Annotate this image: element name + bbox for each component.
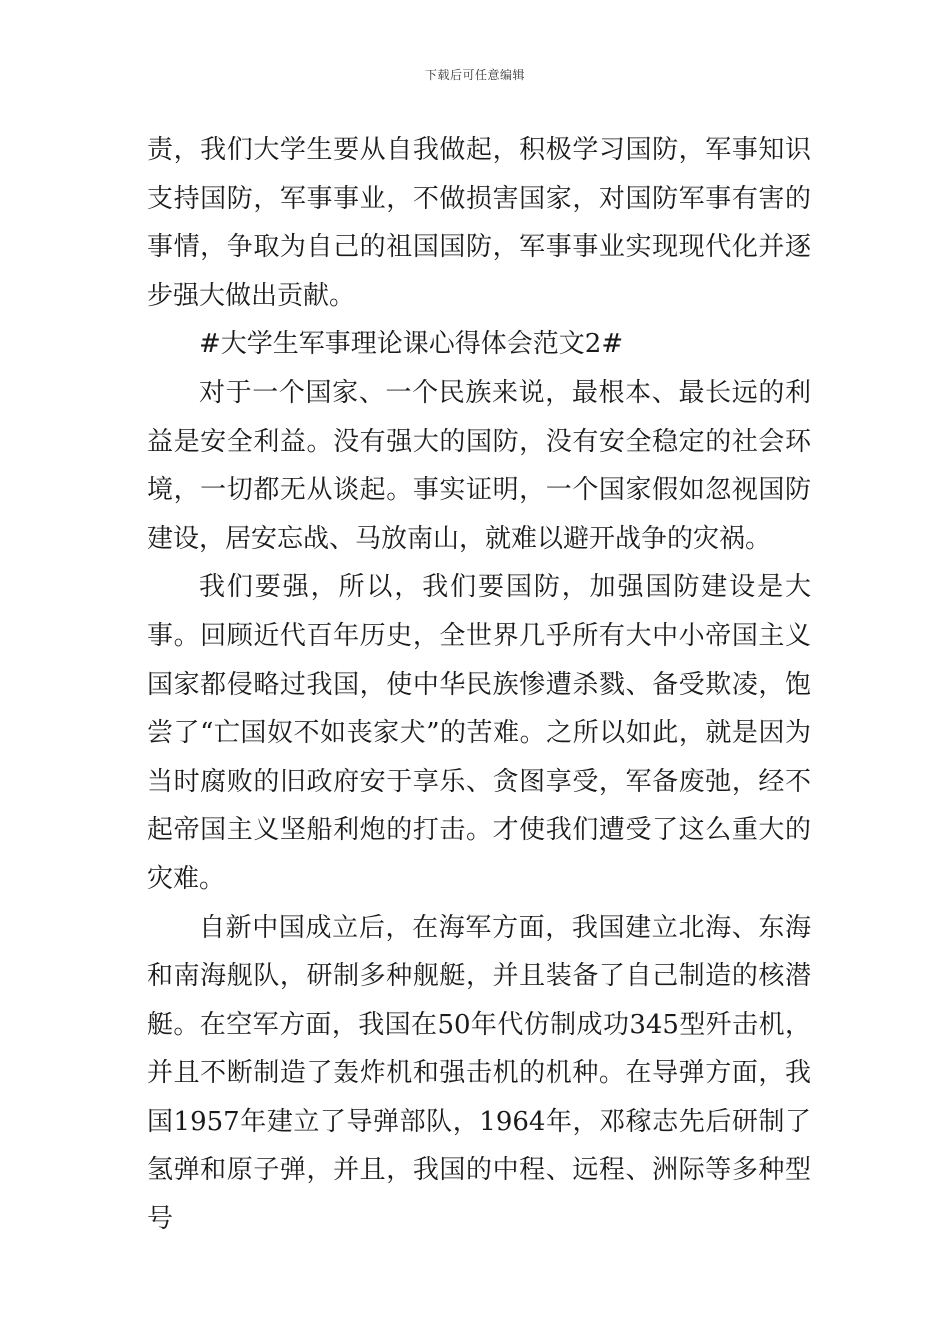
paragraph-continued: 责，我们大学生要从自我做起，积极学习国防，军事知识支持国防，军事事业，不做损害国家，对国防军事有害的事情，争取为自己的祖国国防，军事事业实现现代化并逐步强大做出贡献。: [147, 135, 811, 311]
page-header: 下载后可任意编辑: [424, 68, 525, 82]
paragraph-history: 我们要强，所以，我们要国防，加强国防建设是大事。回顾近代百年历史，全世界几乎所有大中小帝国主义国家都侵略过我国，使中华民族惨遭杀戮、备受欺凌，饱尝了“亡国奴不如丧家犬”的苦难。之所以如此，就是因为当时腐败的旧政府安于享乐、贪图享受，军备废弛，经不起帝国主义坚船利炮的打击。才使我们遭受了这么重大的灾难。: [147, 572, 811, 894]
paragraph-development: 自新中国成立后，在海军方面，我国建立北海、东海和南海舰队，研制多种舰艇，并且装备了自己制造的核潜艇。在空军方面，我国在50年代仿制成功345型歼击机，并且不断制造了轰炸机和强击机的机种。在导弹方面，我国1957年建立了导弹部队，1964年，邓稼志先后研制了氢弹和原子弹，并且，我国的中程、远程、洲际等多种型号: [147, 912, 811, 1235]
paragraph-security: 对于一个国家、一个民族来说，最根本、最长远的利益是安全利益。没有强大的国防，没有安全稳定的社会环境，一切都无从谈起。事实证明，一个国家假如忽视国防建设，居安忘战、马放南山，就难以避开战争的灾祸。: [147, 377, 811, 554]
section-heading: #大学生军事理论课心得体会范文2#: [199, 329, 624, 360]
document-body: [147, 126, 811, 1244]
